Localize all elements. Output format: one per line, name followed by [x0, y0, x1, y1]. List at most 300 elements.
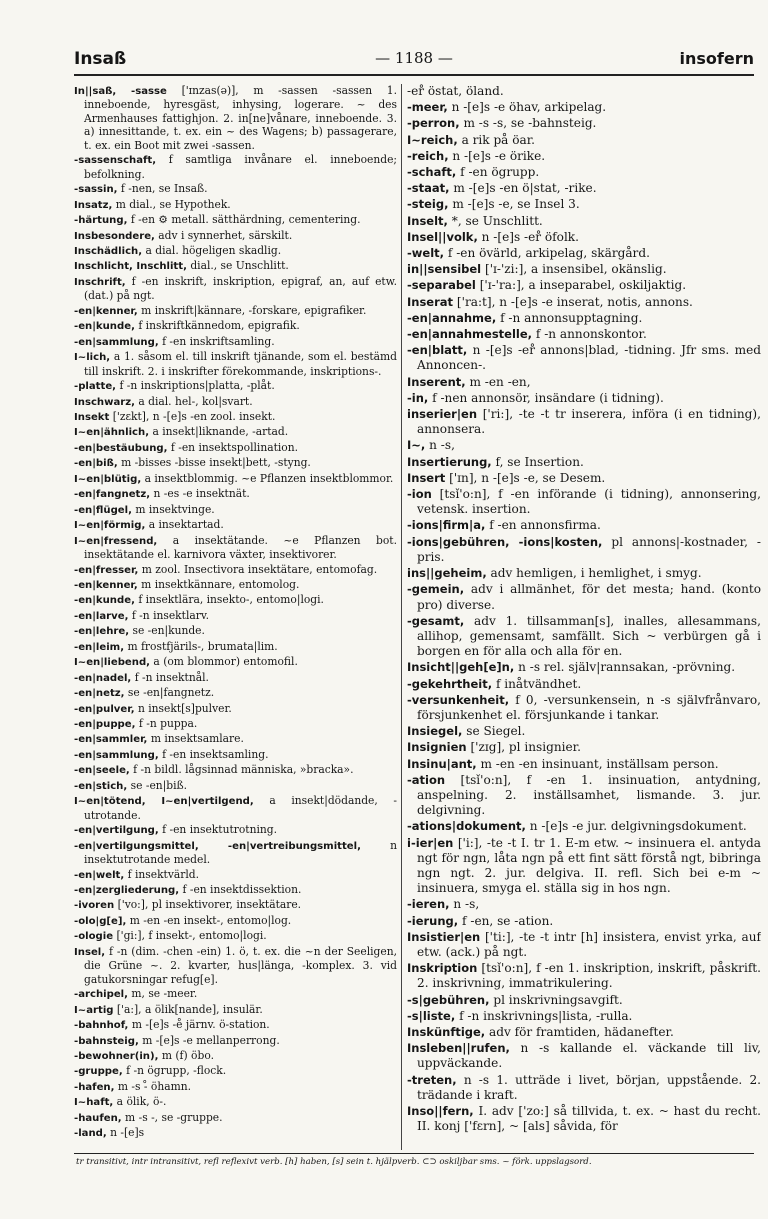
dictionary-entry [407, 311, 761, 326]
entry-headword: Insicht||geh[e]n, [407, 660, 515, 675]
entry-headword: Inserent, [407, 374, 466, 389]
entry-headword: -en|sammler, [74, 734, 148, 746]
entry-headword: -en|fangnetz, [74, 489, 151, 501]
entry-definition: n -[e]s -e örike. [452, 148, 546, 163]
entry-headword: Inschädlich, [74, 245, 143, 257]
entry-definition: n -[e]s -e öhav, arkipelag. [451, 100, 607, 115]
entry-definition: a insektartad. [148, 518, 224, 532]
entry-definition: n -[e]s [110, 1126, 145, 1140]
entry-definition: m -bisses -bisse insekt|bett, -styng. [121, 456, 311, 470]
entry-headword: -versunkenheit, [407, 692, 510, 707]
entry-headword: Insbesondere, [74, 230, 155, 242]
entry-definition: f -n ögrupp, -flock. [126, 1064, 227, 1078]
entry-headword: inserier|en [407, 407, 478, 422]
entry-definition: ['ɪn], n -[e]s -e, se Desem. [449, 470, 606, 485]
dictionary-entry [407, 295, 761, 310]
entry-definition: ['ɪ-'ra:], a inseparabel, oskiljaktig. [479, 278, 687, 293]
entry-definition: ['zɛkt], n -[e]s -en zool. insekt. [112, 409, 276, 423]
entry-definition: a insekt|liknande, -artad. [152, 425, 289, 439]
entry-definition: f -en, se -ation. [462, 913, 554, 928]
entry-definition: a insekt|dödande, -utrotande. [84, 794, 397, 822]
entry-headword: In||saß, -sasse [74, 86, 167, 97]
entry-headword: I~en|ähnlich, [74, 427, 150, 439]
dictionary-entry [74, 1034, 397, 1048]
entry-headword: -en|bestäubung, [74, 442, 168, 454]
dictionary-entry [74, 441, 397, 455]
dictionary-entry [407, 455, 761, 470]
entry-headword: -bahnhof, [74, 1020, 129, 1032]
entry-headword: Inschwarz, [74, 396, 135, 408]
entry-headword: -en|stich, [74, 780, 128, 792]
entry-definition: n -s rel. själv|rannsakan, -prövning. [518, 660, 736, 675]
dictionary-entry [74, 794, 397, 822]
entry-definition: m -s -s, se -bahnsteig. [463, 116, 597, 131]
dictionary-entry [74, 534, 397, 562]
entry-definition: m -[e]s -e, se Insel 3. [452, 197, 580, 212]
entry-definition: [tsǐ'o:n], f -en 1. insinuation, antydning, anspelning. 2. inställsamhet, lismande. 3. jur. delgivning. [417, 772, 761, 818]
dictionary-entry [74, 823, 397, 837]
entry-headword: -gruppe, [74, 1066, 123, 1078]
entry-definition: ['ri:], -te -t tr inserera, införa (i en tidning), annonsera. [417, 407, 761, 437]
entry-headword: I~en|tötend, I~en|vertilgend, [74, 796, 254, 808]
entry-definition: dial., se Unschlitt. [190, 259, 289, 273]
entry-definition: f -en ⚙ metall. sätthärdning, cementering. [130, 213, 361, 227]
entry-definition: n -[e]s -er̊ öfolk. [481, 229, 579, 244]
dictionary-entry [74, 213, 397, 227]
entry-headword: -sassenschaft, [74, 155, 157, 167]
entry-definition: a ölik, ö-. [116, 1095, 167, 1109]
dictionary-entry [74, 578, 397, 592]
entry-headword: -reich, [407, 148, 449, 163]
entry-definition: n -s 1. utträde i livet, början, uppstående. 2. trädande i kraft. [417, 1072, 761, 1102]
dictionary-entry [407, 677, 761, 692]
entry-headword: -en|sammlung, [74, 749, 159, 761]
entry-headword: -en|kunde, [74, 321, 135, 333]
entry-headword: -en|blatt, [407, 343, 468, 358]
entry-headword: -en|vertilgung, [74, 825, 159, 837]
entry-definition: f -en inskriftsamling. [162, 334, 275, 348]
dictionary-entry [74, 655, 397, 669]
entry-headword: Insertierung, [407, 454, 492, 469]
entry-definition: m -[e]s -e̊ järnv. ö-station. [131, 1018, 270, 1032]
entry-definition: se -en|biß. [130, 778, 188, 792]
entry-headword: -ions|gebühren, -ions|kosten, [407, 534, 603, 549]
dictionary-entry [74, 1080, 397, 1094]
entry-definition: n -[e]s -er̊ annons|blad, -tidning. Jfr sms. med Annoncen-. [417, 343, 761, 373]
dictionary-entry [74, 456, 397, 470]
dictionary-entry [407, 165, 761, 180]
entry-definition: adv för framtiden, hädanefter. [489, 1024, 674, 1039]
dictionary-entry [74, 410, 397, 424]
entry-headword: -bahnsteig, [74, 1035, 139, 1047]
entry-headword: -land, [74, 1128, 107, 1140]
entry-definition: m, se -meer. [131, 987, 198, 1001]
entry-headword: -en|larve, [74, 610, 129, 622]
dictionary-entry [74, 1126, 397, 1140]
dictionary-entry [74, 395, 397, 409]
entry-headword: Insel, [74, 946, 106, 958]
entry-definition: ['ti:], -te -t intr [h] insistera, envist yrka, auf etw. (ack.) på ngt. [417, 929, 761, 959]
dictionary-entry [74, 914, 397, 928]
column-divider [401, 84, 402, 1150]
entry-definition: f -en insektspollination. [170, 440, 299, 454]
entry-definition: n insektutrotande medel. [84, 838, 397, 867]
header-right-guide-word: insofern [679, 49, 754, 68]
dictionary-entry [74, 503, 397, 517]
dictionary-entry [407, 518, 761, 533]
dictionary-entry [74, 153, 397, 181]
dictionary-entry [74, 319, 397, 333]
entry-headword: I~en|blütig, [74, 473, 142, 485]
dictionary-entry [407, 535, 761, 565]
dictionary-entry [407, 693, 761, 723]
entry-definition: f -en annonsfirma. [489, 518, 601, 533]
entry-definition: f -en övärld, arkipelag, skärgård. [447, 246, 650, 261]
dictionary-entry [407, 181, 761, 196]
entry-headword: Inserat [407, 294, 454, 309]
entry-headword: -platte, [74, 381, 117, 393]
entry-headword: -en|zergliederung, [74, 885, 180, 897]
entry-definition: m insektsamlare. [150, 732, 244, 746]
entry-definition: ['vo:], pl insektivorer, insektätare. [117, 898, 302, 912]
entry-definition: f -n bildl. lågsinnad människa, »bracka». [133, 763, 354, 777]
dictionary-entry [407, 246, 761, 261]
entry-definition: f -n annonsupptagning. [500, 310, 643, 325]
entry-definition: f -nen annonsör, insändare (i tidning). [432, 390, 664, 405]
entry-headword: -gekehrtheit, [407, 676, 493, 691]
entry-headword: -olo|g[e], [74, 915, 127, 927]
dictionary-entry [407, 614, 761, 660]
dictionary-entry [407, 566, 761, 581]
entry-definition: m -s -̊ öhamn. [117, 1079, 191, 1093]
entry-definition: n -[e]s -e jur. delgivningsdokument. [529, 819, 747, 834]
dictionary-entry [74, 671, 397, 685]
entry-headword: I~en|förmig, [74, 520, 146, 532]
entry-definition: ['i:], -te -t I. tr 1. E-m etw. ~ insinuera el. antyda ngt för ngn, låta ngn på ett fint sätt förstå ngt, bibringa ngn ngt. 2. jur. delgiva. II. refl. Sich bei e-m ~ insinuera, smyga el. ställa sig in hos ngn. [417, 835, 761, 896]
entry-headword: -treten, [407, 1072, 457, 1087]
dictionary-entry [74, 1003, 397, 1017]
dictionary-entry [407, 278, 761, 293]
entry-definition: ['ɪnzas(ə)], m -sassen -sassen 1. inneboende, hyresgäst, inhysing, logerare. ~ des Armenhauses fattighjon. 2. in[ne]vånare, inneboende. 3. a) innesittande, t. ex. ein ~ des Wagens; b) passagerare, t. ex. ein Boot mit zwei -sassen. [84, 84, 397, 152]
dictionary-entry [407, 375, 761, 390]
entry-headword: -en|biß, [74, 458, 118, 470]
page-number: — 1188 — [375, 49, 453, 67]
dictionary-entry [74, 945, 397, 986]
entry-headword: -en|netz, [74, 688, 125, 700]
entry-definition: adv i allmänhet, för det mesta; hand. (konto pro) diverse. [417, 582, 761, 612]
entry-headword: Insinu|ant, [407, 756, 477, 771]
dictionary-entry [407, 582, 761, 612]
entry-definition: m insektkännare, entomolog. [141, 577, 300, 591]
entry-headword: -meer, [407, 100, 448, 115]
entry-headword: -perron, [407, 116, 460, 131]
entry-definition: ['a:], a ölik[nande], insulär. [116, 1002, 263, 1016]
dictionary-entry [407, 214, 761, 229]
entry-definition: f -n inskriptions|platta, -plåt. [119, 379, 275, 393]
entry-headword: -en|fresser, [74, 564, 139, 576]
dictionary-entry [74, 1018, 397, 1032]
entry-definition: -er̊ östat, öland. [407, 84, 504, 98]
entry-headword: -s|liste, [407, 1008, 456, 1023]
entry-headword: -gemein, [407, 582, 465, 597]
entry-headword: Inso||fern, [407, 1104, 474, 1118]
entry-headword: -haufen, [74, 1112, 122, 1124]
entry-headword: -en|seele, [74, 765, 130, 777]
entry-definition: f -n puppa. [138, 717, 198, 731]
entry-headword: -sassin, [74, 184, 118, 196]
dictionary-entry [407, 100, 761, 115]
entry-definition: f -en insektsamling. [162, 747, 269, 761]
entry-headword: I~haft, [74, 1097, 114, 1109]
entry-headword: -en|vertilgungsmittel, -en|vertreibungsmittel, [74, 840, 361, 852]
dictionary-entry [74, 1049, 397, 1063]
footer-rule [74, 1153, 754, 1154]
entry-definition: ['gi:], f insekt-, entomo|logi. [116, 929, 267, 943]
dictionary-entry [74, 229, 397, 243]
entry-headword: Insert [407, 470, 446, 485]
entry-definition: m -[e]s -en ö|stat, -rike. [453, 181, 597, 196]
entry-definition: n -s, [429, 438, 455, 453]
entry-headword: Insiegel, [407, 724, 463, 739]
entry-headword: -bewohner(in), [74, 1051, 159, 1062]
entry-headword: -en|welt, [74, 869, 125, 881]
dictionary-entry [74, 1064, 397, 1078]
entry-headword: -welt, [407, 246, 445, 261]
entry-headword: Inskription [407, 961, 478, 976]
entry-headword: -ivoren [74, 900, 115, 912]
dictionary-entry [407, 1025, 761, 1040]
entry-definition: m zool. Insectivora insektätare, entomofag. [141, 562, 378, 576]
entry-definition: n -s kallande el. väckande till liv, uppväckande. [417, 1041, 761, 1071]
dictionary-entry [74, 198, 397, 212]
entry-headword: in||sensibel [407, 262, 482, 277]
entry-definition: f 0, -versunkensein, n -s självfrånvaro, försjunkenhet el. försjunkande i tankar. [417, 692, 761, 722]
entry-definition: m -[e]s -e mellanperrong. [142, 1033, 280, 1047]
dictionary-entry [74, 609, 397, 623]
entry-definition: f inåtvändhet. [495, 676, 582, 691]
dictionary-entry [407, 327, 761, 342]
dictionary-entry [74, 702, 397, 716]
entry-definition: m -s -, se -gruppe. [125, 1110, 223, 1124]
entry-definition: f inskriftkännedom, epigrafik. [138, 319, 300, 333]
dictionary-entry [74, 868, 397, 882]
entry-headword: -schaft, [407, 165, 457, 180]
dictionary-entry [407, 471, 761, 486]
dictionary-entry [407, 116, 761, 131]
dictionary-entry [74, 472, 397, 486]
entry-definition: pl inskrivningsavgift. [493, 992, 623, 1007]
entry-headword: -en|kenner, [74, 305, 138, 317]
dictionary-entry [407, 930, 761, 960]
page-header [74, 49, 754, 73]
entry-definition: a rik på öar. [461, 132, 536, 147]
entry-definition: m frostfjärils-, brumata|lim. [127, 639, 278, 653]
dictionary-entry [407, 740, 761, 755]
entry-headword: I~, [407, 438, 426, 453]
entry-headword: -en|flügel, [74, 504, 132, 516]
entry-definition: adv hemligen, i hemlighet, i smyg. [490, 566, 702, 581]
entry-definition: a dial. hel-, kol|svart. [138, 394, 253, 408]
entry-definition: a 1. såsom el. till inskrift tjänande, som el. bestämd till inskrift. 2. i inskrifter förekommande, inskriptions-. [84, 350, 397, 378]
dictionary-entry [407, 391, 761, 406]
entry-definition: m -en -en insekt-, entomo|log. [129, 913, 292, 927]
dictionary-entry [407, 1104, 761, 1134]
entry-definition: f -en insektdissektion. [182, 883, 302, 897]
entry-headword: -ologie [74, 931, 114, 943]
entry-definition: m dial., se Hypothek. [115, 197, 231, 211]
entry-definition: *, se Unschlitt. [451, 213, 543, 228]
entry-headword: -ierung, [407, 913, 459, 928]
entry-headword: Inschlicht, Inschlitt, [74, 261, 187, 273]
entry-definition: f -en inskrift, inskription, epigraf, an, auf etw. (dat.) på ngt. [84, 274, 397, 303]
entry-headword: i-ier|en [407, 835, 454, 850]
dictionary-entry [407, 757, 761, 772]
entry-definition: m (f) öbo. [161, 1049, 214, 1062]
entry-definition: m insektvinge. [135, 502, 215, 516]
entry-headword: I~reich, [407, 132, 458, 147]
entry-definition: f insektlära, insekto-, entomo|logi. [138, 593, 324, 607]
dictionary-entry [74, 779, 397, 793]
dictionary-entry [74, 1095, 397, 1109]
entry-definition: ['ɪ-'zi:], a insensibel, okänslig. [484, 262, 667, 277]
entry-headword: -en|annahme, [407, 310, 497, 325]
entry-headword: -en|pulver, [74, 703, 135, 715]
entry-headword: Insel||volk, [407, 229, 478, 244]
entry-headword: Insistier|en [407, 929, 481, 944]
dictionary-entry [407, 1041, 761, 1071]
entry-definition: f -n insektnål. [134, 670, 209, 684]
dictionary-entry [407, 133, 761, 148]
entry-headword: -en|kenner, [74, 579, 138, 591]
dictionary-entry [74, 425, 397, 439]
entry-definition: f samtliga invånare el. inneboende; befolkning. [84, 153, 397, 181]
dictionary-entry [74, 839, 397, 867]
dictionary-entry [74, 732, 397, 746]
entry-headword: -gesamt, [407, 613, 465, 628]
entry-definition: se -en|kunde. [132, 624, 205, 638]
entry-headword: -ions|firm|a, [407, 518, 486, 533]
entry-definition: n -s, [453, 897, 480, 912]
entry-definition: adv i synnerhet, särskilt. [158, 228, 293, 242]
dictionary-entry [74, 350, 397, 378]
dictionary-entry [74, 987, 397, 1001]
header-rule [74, 74, 754, 76]
entry-headword: -härtung, [74, 215, 128, 227]
dictionary-entry [74, 379, 397, 393]
entry-headword: -en|annahmestelle, [407, 327, 533, 342]
dictionary-entry [407, 407, 761, 437]
dictionary-entry [407, 197, 761, 212]
entry-headword: -en|leim, [74, 641, 125, 653]
entry-headword: Insleben||rufen, [407, 1041, 510, 1056]
dictionary-entry [74, 640, 397, 654]
dictionary-entry [74, 275, 397, 303]
entry-headword: -en|sammlung, [74, 336, 159, 348]
entry-headword: Inskünftige, [407, 1024, 486, 1039]
entry-definition: a insektätande. ~e Pflanzen bot. insektätande el. karnivora växter, insektivorer. [84, 533, 397, 562]
entry-headword: Inselt, [407, 213, 448, 228]
entry-headword: -ations|dokument, [407, 819, 526, 834]
dictionary-entry [407, 1073, 761, 1103]
entry-headword: -en|puppe, [74, 719, 136, 731]
entry-headword: I~en|fressend, [74, 535, 158, 547]
entry-headword: -separabel [407, 278, 476, 293]
entry-definition: f -nen, se Insaß. [120, 182, 208, 196]
dictionary-entry [74, 763, 397, 777]
entry-definition: f -n (dim. -chen -ein) 1. ö, t. ex. die ~n der Seeligen, die Grüne ~. 2. kvarter, hus|länga, -komplex. 3. vid gatukorsningar refug[e]. [84, 944, 397, 986]
dictionary-entry [74, 1111, 397, 1125]
dictionary-entry [74, 563, 397, 577]
entry-headword: Inschrift, [74, 276, 126, 288]
dictionary-entry [407, 897, 761, 912]
dictionary-entry [407, 487, 761, 517]
entry-headword: Insatz, [74, 199, 113, 211]
entry-definition: n insekt[s]pulver. [137, 701, 232, 715]
entry-headword: ins||geheim, [407, 566, 487, 581]
entry-definition: f -en ögrupp. [460, 165, 540, 180]
entry-headword: -s|gebühren, [407, 992, 490, 1007]
left-column [74, 84, 397, 1150]
dictionary-entry [407, 660, 761, 675]
dictionary-entry [407, 438, 761, 453]
dictionary-entry [407, 961, 761, 991]
entry-definition: m inskrift|kännare, -forskare, epigrafiker. [141, 303, 367, 317]
dictionary-entry [74, 686, 397, 700]
entry-headword: Insekt [74, 411, 110, 423]
entry-definition: f -n insektlarv. [131, 608, 210, 622]
entry-definition: se -en|fangnetz. [127, 686, 215, 700]
dictionary-entry [74, 259, 397, 273]
dictionary-entry [74, 244, 397, 258]
right-column [407, 84, 761, 1150]
entry-definition: adv 1. tillsamman[s], inalles, allesammans, allihop, gemensamt, samfällt. Sich ~ verbürgen gå i borgen en för alla och alla för en. [417, 613, 761, 659]
entry-definition: ['ra:t], n -[e]s -e inserat, notis, annons. [456, 294, 693, 309]
entry-definition: ['zɪg], pl insignier. [470, 740, 581, 755]
dictionary-entry [74, 518, 397, 532]
dictionary-entry [74, 182, 397, 196]
entry-definition: [tsǐ'o:n], f -en införande (i tidning), annonsering, vetensk. insertion. [417, 487, 761, 517]
entry-definition: I. adv ['zo:] så tillvida, t. ex. ~ hast du recht. II. konj ['fɛrn], ~ [als] såvida, för [417, 1104, 761, 1134]
entry-headword: -in, [407, 390, 429, 405]
entry-definition: a dial. högeligen skadlig. [145, 243, 282, 257]
entry-headword: I~artig [74, 1004, 114, 1016]
dictionary-entry [407, 724, 761, 739]
entry-definition: f -en insektutrotning. [162, 823, 278, 837]
entry-headword: -hafen, [74, 1081, 115, 1093]
dictionary-entry [74, 335, 397, 349]
entry-headword: -archipel, [74, 989, 128, 1001]
entry-headword: -ion [407, 487, 432, 502]
dictionary-entry [407, 836, 761, 897]
dictionary-entry [74, 883, 397, 897]
entry-definition: m -en -en, [469, 374, 531, 389]
entry-definition: a (om blommor) entomofil. [153, 655, 298, 669]
entry-headword: I~en|liebend, [74, 657, 151, 669]
dictionary-entry [74, 624, 397, 638]
dictionary-entry [407, 1009, 761, 1024]
dictionary-entry [74, 929, 397, 943]
entry-definition: [tsǐ'o:n], f -en 1. inskription, inskrift, påskrift. 2. inskrivning, immatrikulering. [417, 961, 761, 991]
entry-headword: -en|nadel, [74, 672, 132, 684]
dictionary-entry [407, 343, 761, 373]
entry-headword: -en|lehre, [74, 626, 130, 638]
abbreviation-footer: tr transitivt, intr intransitivt, refl reflexivt verb. [h] haben, [s] sein t. hjälpverb. ⊂⊃ oskiljbar sms. ~ förk. uppslagsord. [76, 1157, 592, 1167]
entry-headword: -steig, [407, 197, 449, 212]
entry-headword: I~lich, [74, 352, 111, 364]
entry-definition: se Siegel. [466, 724, 526, 739]
dictionary-entry [407, 84, 761, 99]
dictionary-entry [407, 993, 761, 1008]
